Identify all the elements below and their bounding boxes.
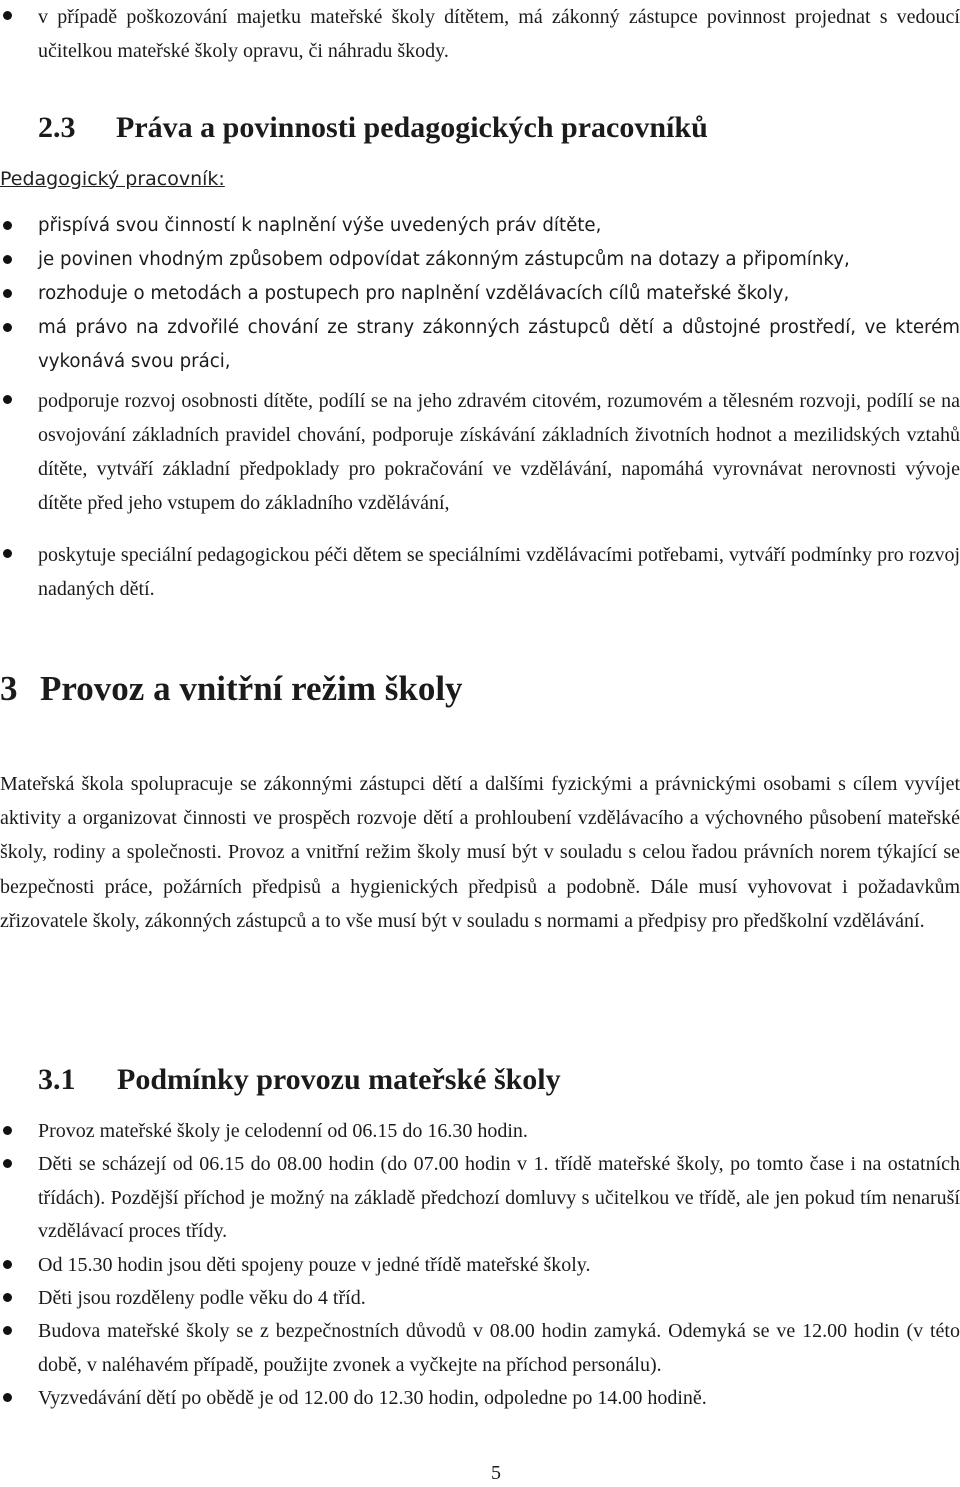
list-item: Budova mateřské školy se z bezpečnostních důvodů v 08.00 hodin zamyká. Odemyká se ve 12.00 hodin (v této době, v naléhavém případě, použijte zvonek a vyčkejte na příchod personálu). <box>0 1315 960 1382</box>
list-item: má právo na zdvořilé chování ze strany zákonných zástupců dětí a důstojné prostředí, ve kterém vykonává svou práci, <box>0 311 960 379</box>
section-number: 3 <box>0 669 18 708</box>
section-3-heading <box>0 666 463 712</box>
list-item: Od 15.30 hodin jsou děti spojeny pouze v jedné třídě mateřské školy. <box>0 1249 960 1282</box>
section-number: 3.1 <box>38 1063 76 1096</box>
list-item: přispívá svou činností k naplnění výše uvedených práv dítěte, <box>0 209 960 243</box>
list-item: Provoz mateřské školy je celodenní od 06.15 do 16.30 hodin. <box>0 1115 960 1148</box>
list-item: je povinen vhodným způsobem odpovídat zákonným zástupcům na dotazy a připomínky, <box>0 243 960 277</box>
section-title: Práva a povinnosti pedagogických pracovníků <box>116 111 708 144</box>
damage-list <box>0 0 960 68</box>
list-item: Děti jsou rozděleny podle věku do 4 tříd. <box>0 1282 960 1315</box>
teacher-subheading: Pedagogický pracovník: <box>0 168 225 190</box>
section-number: 2.3 <box>38 111 76 144</box>
list-item: rozhoduje o metodách a postupech pro naplnění vzdělávacích cílů mateřské školy, <box>0 277 960 311</box>
list-item: poskytuje speciální pedagogickou péči dětem se speciálními vzdělávacími potřebami, vytváří podmínky pro rozvoj nadaných dětí. <box>0 538 960 606</box>
list-item: Vyzvedávání dětí po obědě je od 12.00 do 12.30 hodin, odpoledne po 14.00 hodině. <box>0 1382 960 1415</box>
page-number: 5 <box>491 1462 501 1484</box>
section-2-3-heading <box>38 108 708 148</box>
list-item: podporuje rozvoj osobnosti dítěte, podílí se na jeho zdravém citovém, rozumovém a tělesném rozvoji, podílí se na osvojování základních pravidel chování, podporuje získávání základních životních hodnot a mezilidských vztahů dítěte, vytváří základní předpoklady pro pokračování ve vzdělávání, napomáhá vyrovnávat nerovnosti vývoje dítěte před jeho vstupem do základního vzdělávání, <box>0 384 960 520</box>
operation-paragraph: Mateřská škola spolupracuje se zákonnými zástupci dětí a dalšími fyzickými a právnickými osobami s cílem vyvíjet aktivity a organizovat činnosti ve prospěch rozvoje dětí a prohloubení vzdělávacího a výchovného působení mateřské školy, rodiny a společnosti. Provoz a vnitřní režim školy musí být v souladu s celou řadou právních norem týkající se bezpečnosti práce, požárních předpisů a hygienických předpisů a podobně. Dále musí vyhovovat i požadavkům zřizovatele školy, zákonných zástupců a to vše musí být v souladu s normami a předpisy pro předškolní vzdělávání. <box>0 773 960 932</box>
list-item: Děti se scházejí od 06.15 do 08.00 hodin (do 07.00 hodin v 1. třídě mateřské školy, po tomto čase i na ostatních třídách). Pozdější příchod je možný na základě předchozí domluvy s učitelkou ve třídě, ale jen pokud tím nenaruší vzdělávací proces třídy. <box>0 1148 960 1248</box>
list-item: v případě poškozování majetku mateřské školy dítětem, má zákonný zástupce povinnost projednat s vedoucí učitelkou mateřské školy opravu, či náhradu škody. <box>0 0 960 68</box>
section-3-1-heading <box>38 1060 561 1100</box>
section-title: Provoz a vnitřní režim školy <box>40 669 463 708</box>
teacher-duties-list <box>0 209 960 379</box>
operating-conditions-list <box>0 1115 960 1416</box>
section-title: Podmínky provozu mateřské školy <box>117 1063 561 1096</box>
teacher-duties-list-continued <box>0 384 960 606</box>
